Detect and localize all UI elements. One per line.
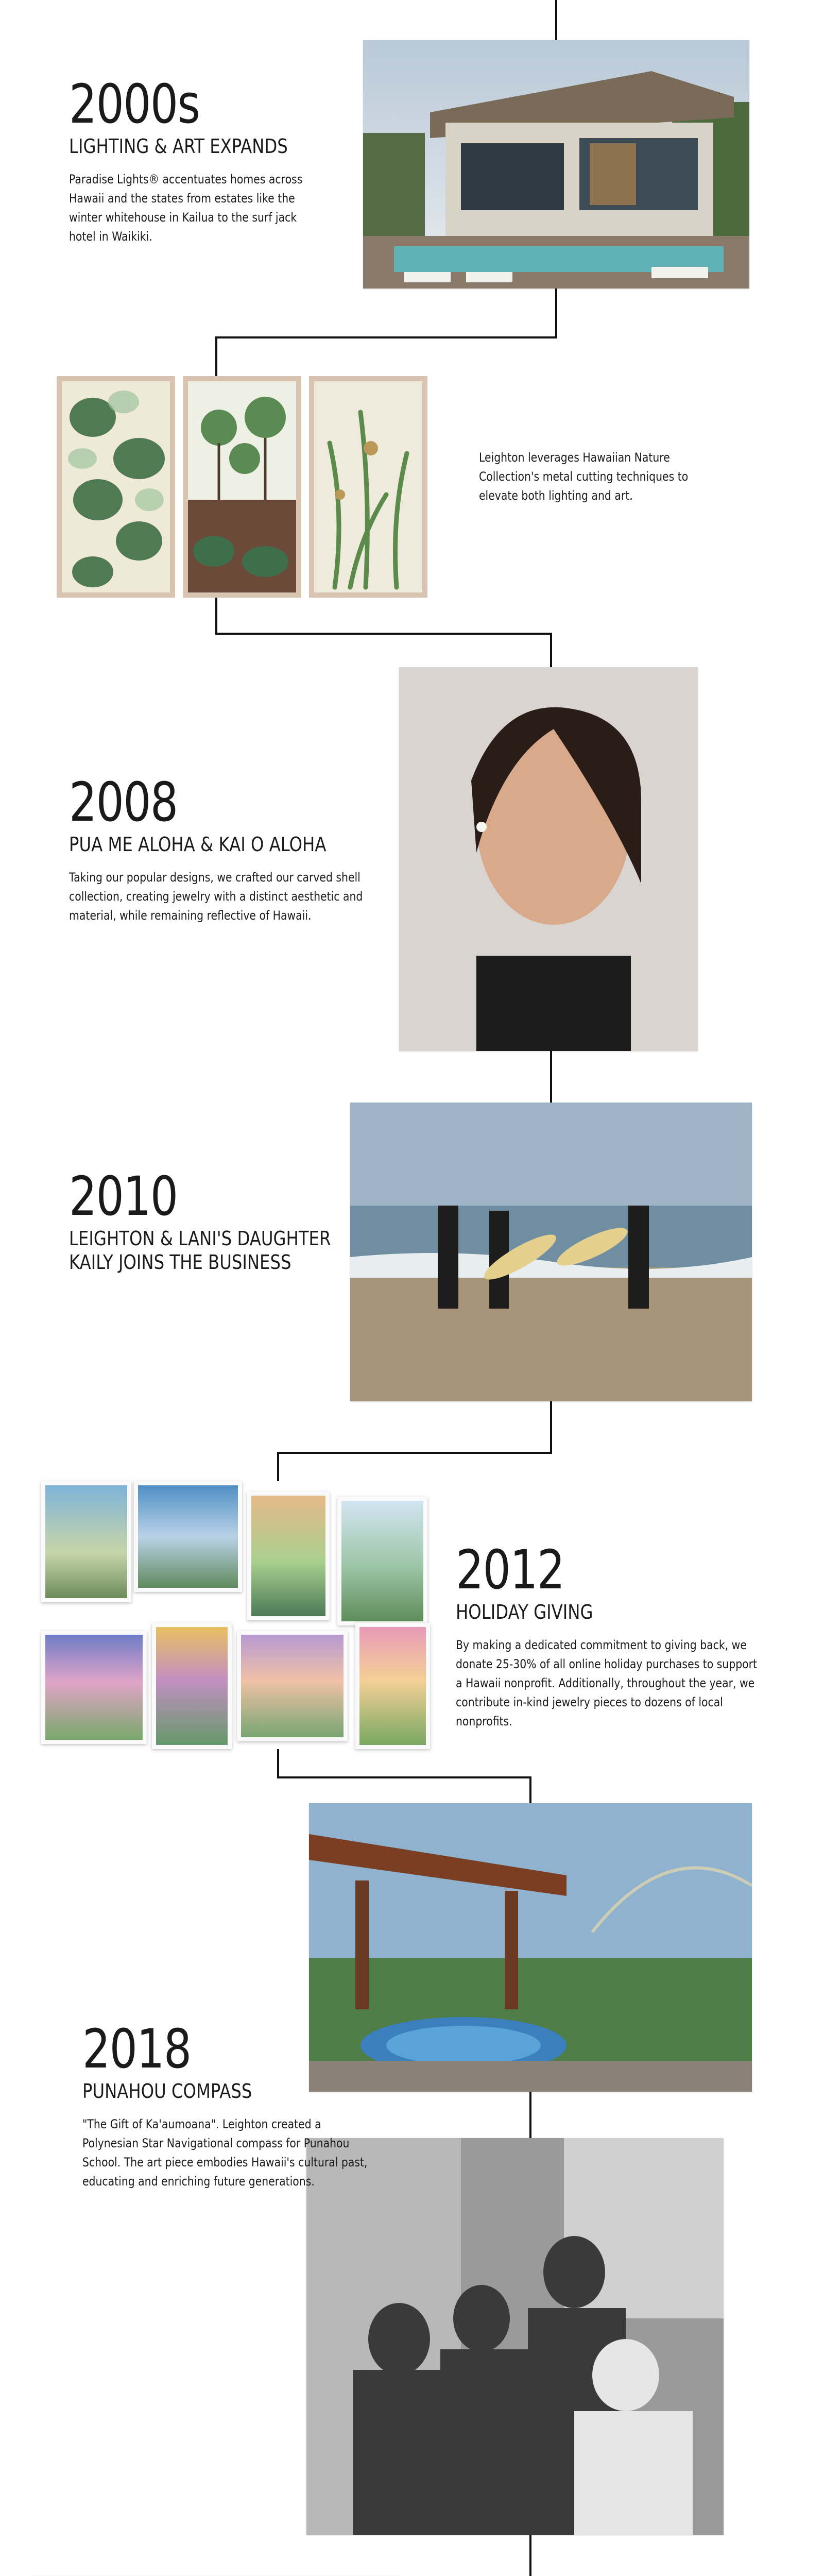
section-2000s <box>69 73 357 246</box>
watercolor-8 <box>355 1623 430 1749</box>
year-label: 2010 <box>69 1165 178 1228</box>
section-heading: HOLIDAY GIVING <box>456 1601 593 1623</box>
art-panel-ferns <box>309 376 427 598</box>
family-group-illustration <box>306 2138 724 2535</box>
section-heading-line1: LEIGHTON & LANI'S DAUGHTER <box>69 1227 331 1250</box>
photo-family-bw <box>306 2138 724 2535</box>
section-2010 <box>69 1165 430 1285</box>
art-panel-leaves <box>57 376 175 598</box>
house-illustration <box>363 40 749 289</box>
watercolor-6 <box>152 1623 232 1749</box>
section-heading: PUA ME ALOHA & KAI O ALOHA <box>69 833 327 856</box>
section-2012 <box>456 1538 775 1732</box>
section-heading: PUNAHOU COMPASS <box>82 2080 252 2103</box>
leaf-art-icon <box>62 381 170 592</box>
connector-art-2008 <box>216 598 551 667</box>
section-2008 <box>69 771 378 925</box>
year-label: 2000s <box>69 73 200 135</box>
photo-modern-house <box>363 40 749 289</box>
watercolor-3 <box>247 1492 330 1620</box>
photo-model-shell-jewelry <box>399 667 698 1051</box>
fern-art-icon <box>314 381 422 592</box>
section-heading-line2: KAILY JOINS THE BUSINESS <box>69 1250 291 1274</box>
section-body: "The Gift of Ka'aumoana". Leighton created a Polynesian Star Navigational compass for Punahou School. The art piece embodies Hawaii's cultural past, educating and enriching future generations. <box>82 2116 368 2189</box>
section-body: Paradise Lights® accentuates homes across Hawaii and the states from estates like the winter whitehouse in Kailua to the surf jack hotel in Waikiki. <box>69 172 303 244</box>
art-note-text: Leighton leverages Hawaiian Nature Collection's metal cutting techniques to elevate both lighting and art. <box>479 450 689 503</box>
section-body: Taking our popular designs, we crafted our carved shell collection, creating jewelry with a distinct aesthetic and material, while remaining reflective of Hawaii. <box>69 870 363 923</box>
connector-2000-art <box>216 289 556 376</box>
watercolor-1 <box>41 1481 131 1602</box>
art-note <box>479 448 747 506</box>
year-label: 2008 <box>69 771 178 834</box>
section-heading: LIGHTING & ART EXPANDS <box>69 135 288 158</box>
watercolor-7 <box>237 1631 348 1741</box>
year-label: 2018 <box>82 2018 191 2080</box>
connector-2012-2018 <box>278 1749 530 1803</box>
section-2018 <box>82 2018 391 2191</box>
art-panel-trees <box>183 376 301 598</box>
watercolor-2 <box>134 1481 242 1592</box>
section-body: By making a dedicated commitment to giving back, we donate 25-30% of all online holiday purchases to support a Hawaii nonprofit. Additionally, throughout the year, we contribute in-kind jewelry pieces to dozens of local nonprofits. <box>456 1637 758 1729</box>
watercolor-5 <box>41 1631 147 1744</box>
connector-2019-2019b <box>185 2535 530 2576</box>
portrait-illustration <box>399 667 698 1051</box>
tree-art-icon <box>188 381 296 592</box>
year-label: 2012 <box>456 1538 564 1601</box>
connector-2010-2012 <box>278 1401 551 1481</box>
watercolor-4 <box>337 1497 427 1625</box>
